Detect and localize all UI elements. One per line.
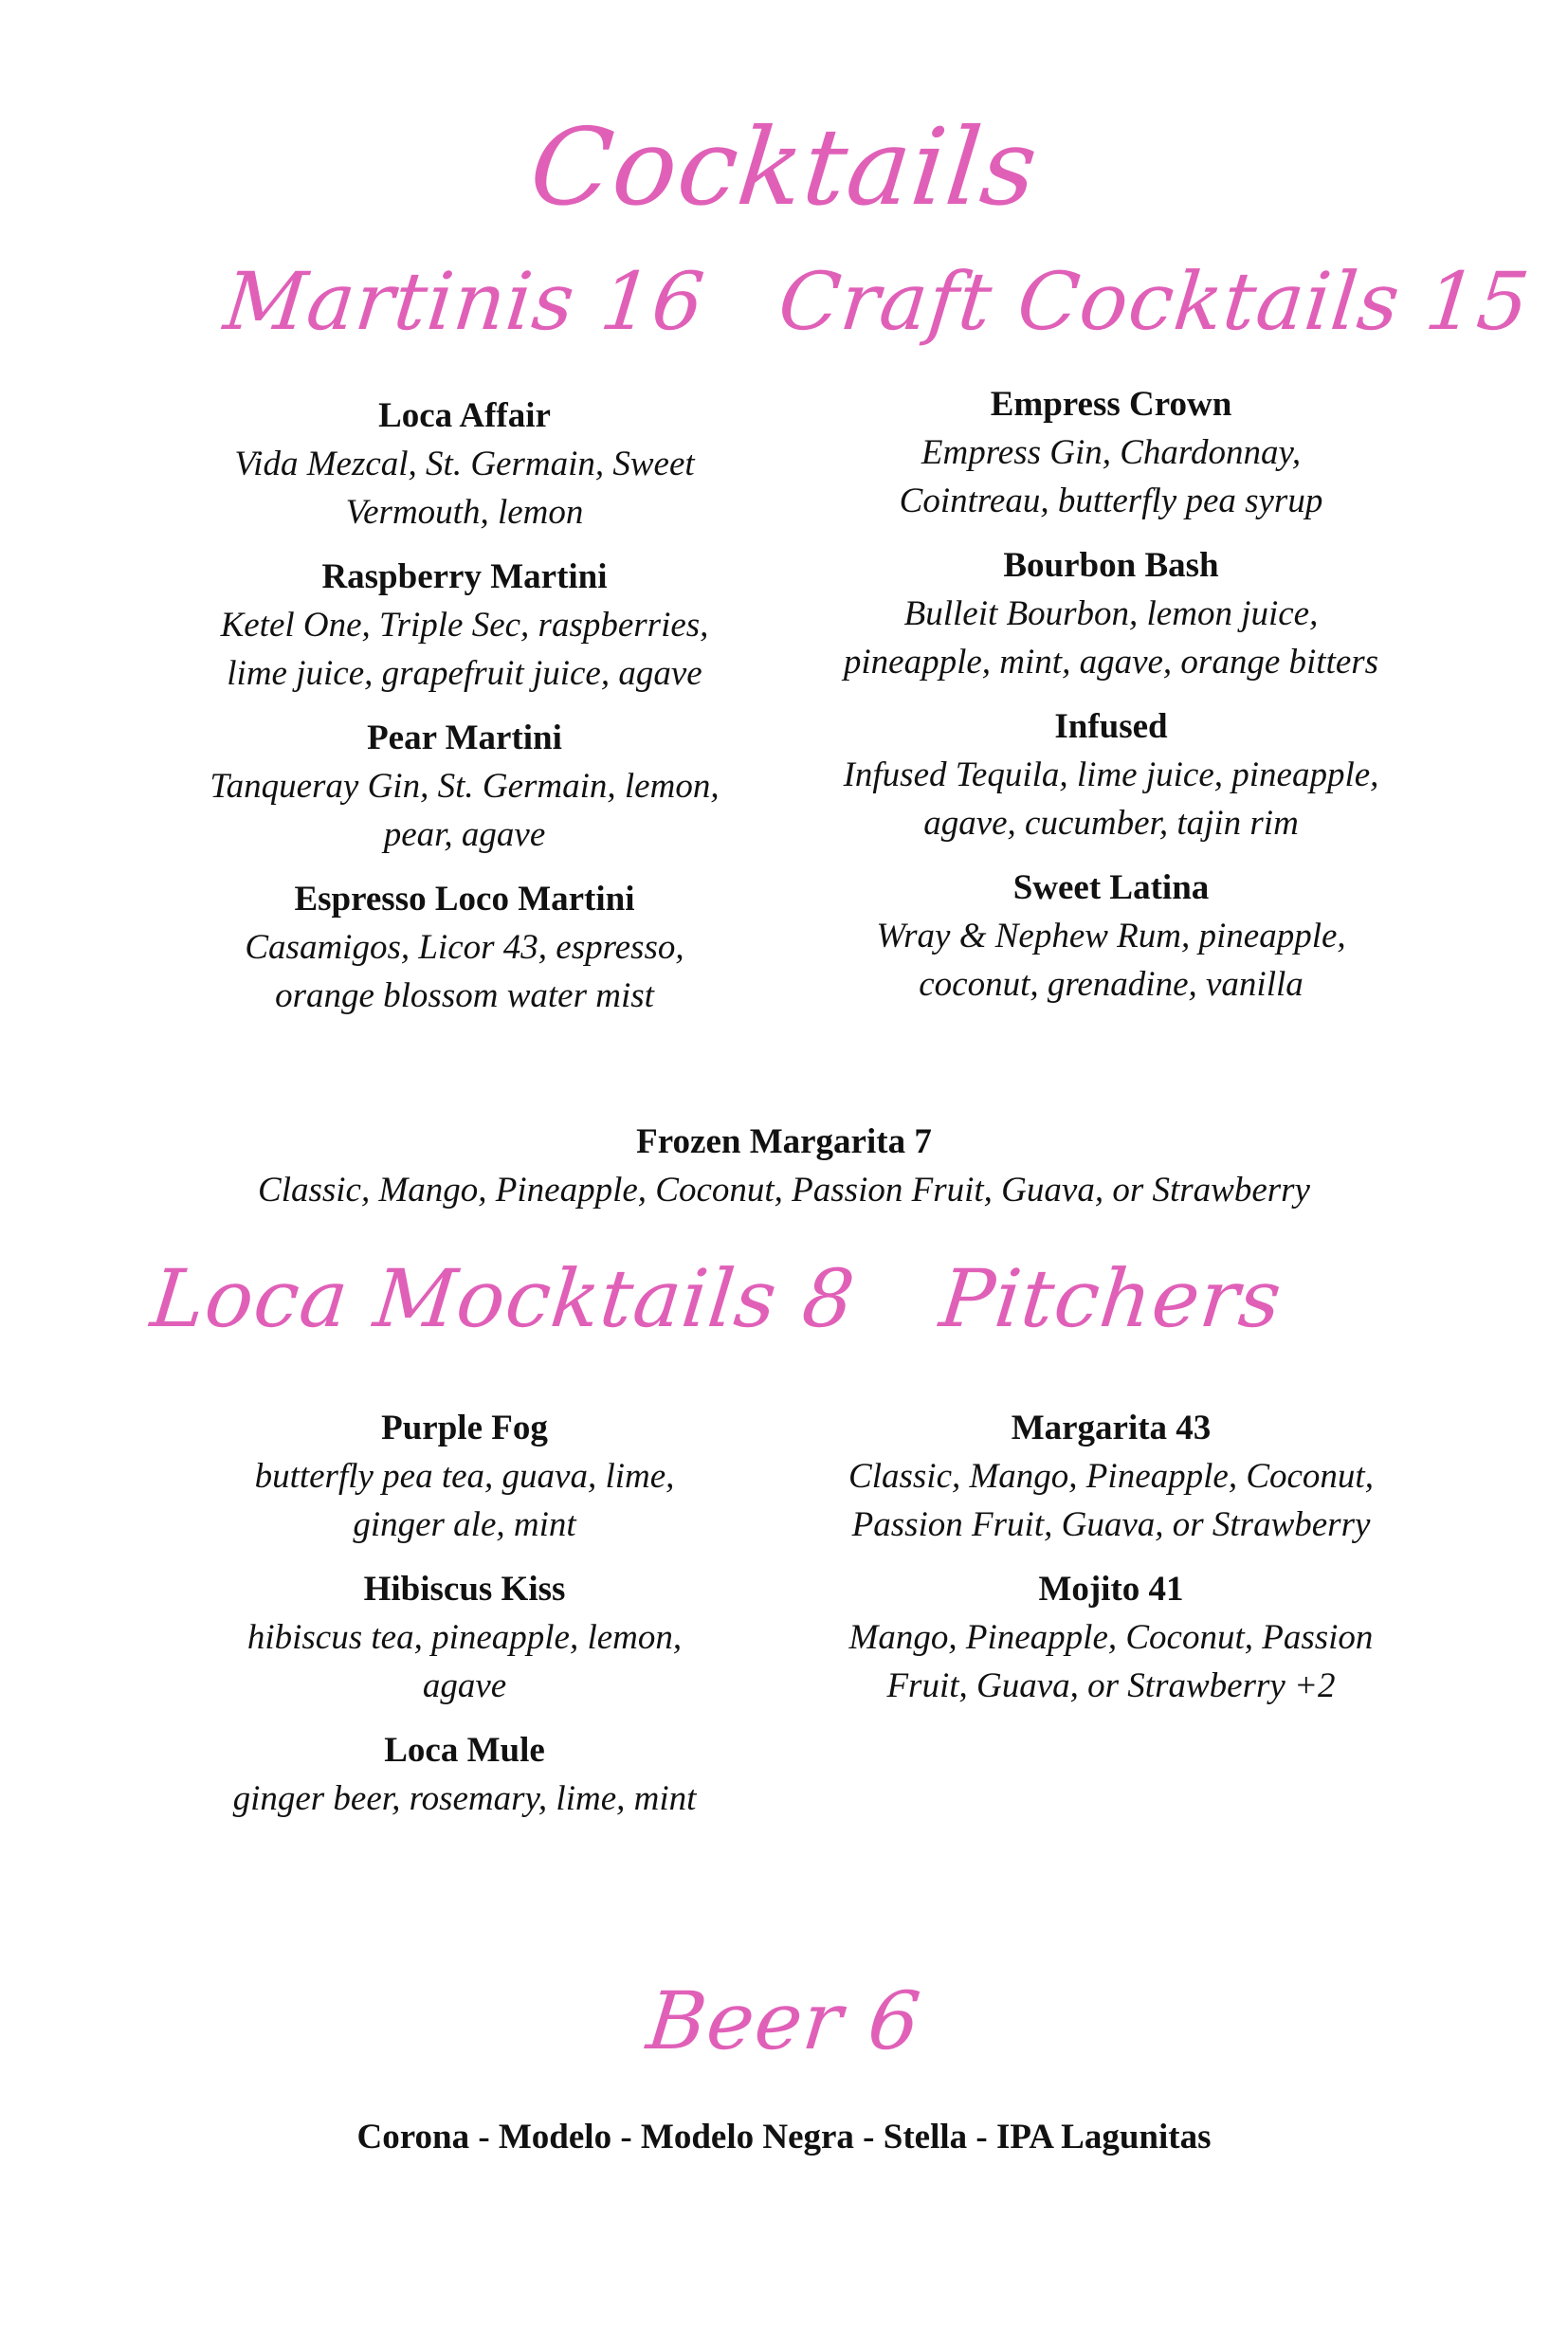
menu-item bbox=[779, 1566, 1443, 1710]
frozen-margarita-section bbox=[0, 1119, 1568, 1214]
mocktails-list bbox=[152, 1405, 777, 1823]
pitchers-heading: Pitchers bbox=[936, 1252, 1286, 1345]
item-description: Fruit, Guava, or Strawberry +2 bbox=[886, 1666, 1336, 1705]
mocktails-heading: Loca Mocktails 8 bbox=[146, 1252, 860, 1345]
item-description: Cointreau, butterfly pea syrup bbox=[899, 482, 1323, 520]
menu-item bbox=[779, 381, 1443, 525]
beer-section bbox=[0, 1974, 1568, 2196]
item-description: agave bbox=[422, 1666, 507, 1705]
pitchers-list bbox=[779, 1405, 1443, 1710]
item-description: Classic, Mango, Pineapple, Coconut, bbox=[848, 1457, 1374, 1496]
item-name: Espresso Loco Martini bbox=[294, 880, 635, 919]
beer-list: Corona - Modelo - Modelo Negra - Stella - IPA Lagunitas bbox=[356, 2118, 1212, 2156]
item-description: coconut, grenadine, vanilla bbox=[919, 965, 1304, 1004]
item-name: Hibiscus Kiss bbox=[363, 1570, 566, 1609]
menu-title: Cocktails bbox=[524, 106, 1044, 229]
menu-item bbox=[152, 1566, 777, 1710]
menu-item bbox=[152, 554, 777, 698]
item-description: orange blossom water mist bbox=[275, 976, 654, 1015]
beer-heading: Beer 6 bbox=[643, 1974, 925, 2067]
item-name: Bourbon Bash bbox=[1003, 546, 1219, 585]
menu-item bbox=[152, 392, 777, 537]
item-description: agave, cucumber, tajin rim bbox=[923, 804, 1299, 843]
item-description: Bulleit Bourbon, lemon juice, bbox=[903, 594, 1319, 633]
craft-cocktails-list bbox=[779, 381, 1443, 1009]
item-description: pineapple, mint, agave, orange bitters bbox=[843, 643, 1379, 682]
item-description: Empress Gin, Chardonnay, bbox=[921, 433, 1302, 472]
item-name: Mojito 41 bbox=[1038, 1570, 1184, 1609]
item-description: butterfly pea tea, guava, lime, bbox=[254, 1457, 675, 1496]
item-description: Casamigos, Licor 43, espresso, bbox=[245, 928, 684, 967]
item-name: Frozen Margarita 7 bbox=[636, 1122, 932, 1161]
martinis-list bbox=[152, 392, 777, 1020]
item-description: Passion Fruit, Guava, or Strawberry bbox=[851, 1505, 1371, 1544]
item-name: Pear Martini bbox=[367, 719, 562, 757]
item-name: Purple Fog bbox=[381, 1409, 548, 1447]
menu-item bbox=[779, 542, 1443, 686]
menu-item bbox=[152, 715, 777, 859]
craft-cocktails-section bbox=[774, 254, 1535, 1026]
item-name: Loca Mule bbox=[384, 1731, 545, 1770]
item-name: Empress Crown bbox=[990, 385, 1232, 424]
item-description: Classic, Mango, Pineapple, Coconut, Passion Fruit, Guava, or Strawberry bbox=[258, 1171, 1310, 1210]
menu-item bbox=[779, 1405, 1443, 1549]
menu-item bbox=[152, 876, 777, 1020]
item-name: Margarita 43 bbox=[1011, 1409, 1212, 1447]
martinis-section bbox=[152, 254, 777, 1037]
menu-item bbox=[152, 1727, 777, 1823]
menu-item bbox=[779, 864, 1443, 1009]
item-description: Vermouth, lemon bbox=[345, 493, 584, 532]
menu-item bbox=[152, 1405, 777, 1549]
item-name: Loca Affair bbox=[378, 396, 551, 435]
martinis-heading: Martinis 16 bbox=[220, 255, 709, 348]
item-name: Raspberry Martini bbox=[321, 557, 608, 596]
item-description: lime juice, grapefruit juice, agave bbox=[227, 654, 702, 693]
item-name: Infused bbox=[1054, 707, 1168, 746]
item-description: Mango, Pineapple, Coconut, Passion bbox=[848, 1618, 1374, 1657]
menu-item bbox=[779, 703, 1443, 847]
item-description: pear, agave bbox=[383, 815, 546, 854]
item-description: Tanqueray Gin, St. Germain, lemon, bbox=[210, 767, 720, 806]
item-description: ginger ale, mint bbox=[353, 1505, 576, 1544]
item-description: Infused Tequila, lime juice, pineapple, bbox=[843, 755, 1379, 794]
item-name: Sweet Latina bbox=[1012, 868, 1210, 907]
pitchers-section bbox=[779, 1251, 1443, 1727]
item-description: ginger beer, rosemary, lime, mint bbox=[232, 1779, 697, 1818]
item-description: hibiscus tea, pineapple, lemon, bbox=[246, 1618, 683, 1657]
mocktails-section bbox=[146, 1251, 860, 1840]
item-description: Ketel One, Triple Sec, raspberries, bbox=[220, 606, 709, 645]
item-description: Wray & Nephew Rum, pineapple, bbox=[876, 917, 1346, 955]
craft-cocktails-heading: Craft Cocktails 15 bbox=[774, 255, 1535, 348]
item-description: Vida Mezcal, St. Germain, Sweet bbox=[234, 445, 695, 483]
